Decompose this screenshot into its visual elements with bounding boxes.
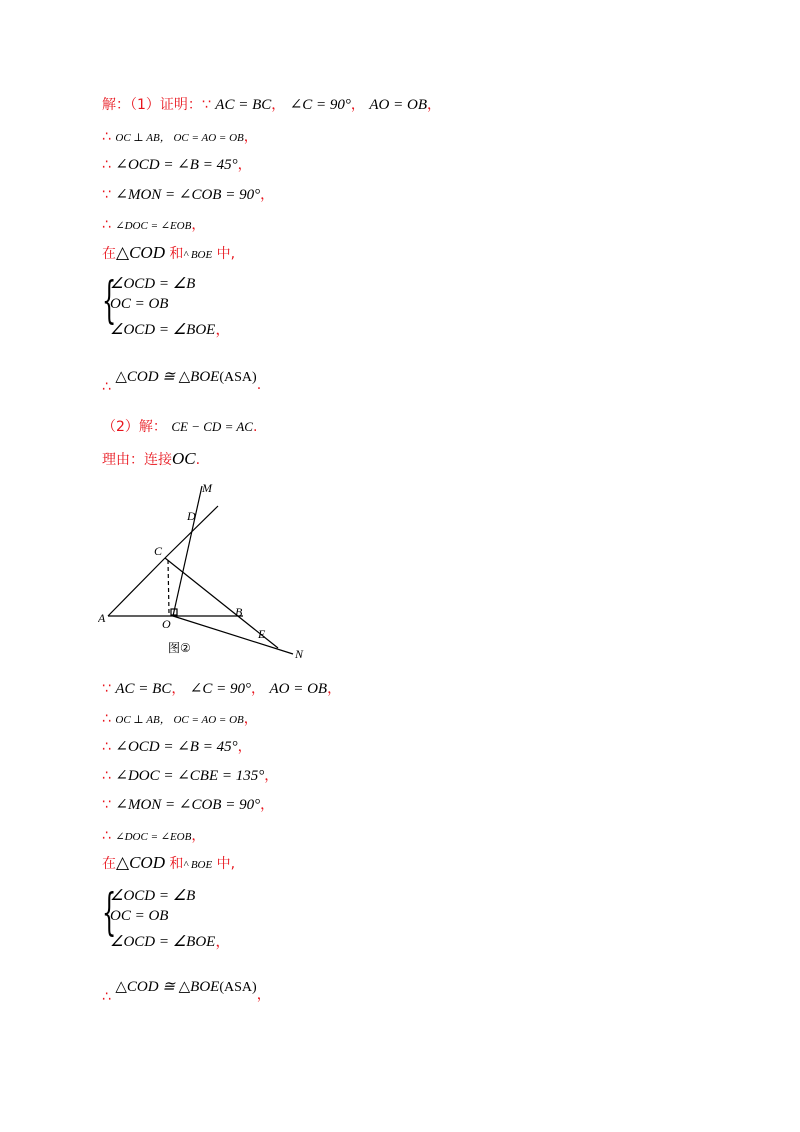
p2-line-7: ∵ ∠MON = ∠COB = 90°，: [102, 797, 275, 813]
math: △COD: [116, 853, 165, 872]
brace-icon: {: [102, 271, 117, 329]
p2-line-3: ∵ AC = BC， ∠C = 90°， AO = OB，: [102, 681, 342, 697]
label-n: N: [295, 647, 304, 661]
math: OC: [172, 449, 196, 468]
label-e: E: [258, 627, 266, 641]
math: AC = BC: [115, 681, 172, 697]
brace-icon: {: [102, 883, 117, 941]
therefore-symbol: ∴: [102, 768, 111, 784]
proof-label: 证明：: [159, 97, 202, 113]
part-number: （1）: [130, 97, 160, 113]
math: AC = BC: [215, 97, 272, 113]
because-symbol: ∵: [201, 97, 211, 113]
p1-line-3: ∴ ∠OCD = ∠B = 45°，: [102, 157, 252, 173]
p2-line-9: 在△COD 和^ BOE 中,: [102, 853, 236, 872]
label-c: C: [154, 544, 163, 558]
p2-line-4: ∴ OC ⊥ AB， OC = AO = OB，: [102, 711, 258, 727]
segment-ac: [108, 558, 165, 616]
math: ^ BOE: [183, 249, 213, 261]
p1-line-2: ∴ OC ⊥ AB， OC = AO = OB，: [102, 129, 258, 145]
p2-conclusion: ∴ △COD ≅ △BOE(ASA)，: [102, 979, 271, 1005]
math: ∠DOC = ∠EOB: [115, 831, 192, 843]
math: AO = OB: [269, 681, 328, 697]
math: ∠DOC = ∠EOB: [115, 220, 192, 232]
p2-line-8: ∴ ∠DOC = ∠EOB，: [102, 828, 206, 844]
p2-line-6: ∴ ∠DOC = ∠CBE = 135°，: [102, 768, 279, 784]
therefore-symbol: ∴: [102, 157, 111, 173]
solution-label: 解：: [102, 97, 130, 113]
part-number: （2）: [102, 419, 139, 435]
ray-om: [173, 486, 202, 616]
therefore-symbol: ∴: [102, 739, 111, 755]
segment-oc-dashed: [168, 560, 169, 614]
math: OC ⊥ AB， OC = AO = OB: [115, 714, 244, 726]
label-o: O: [162, 617, 171, 631]
math: ∠C = 90°: [189, 681, 251, 697]
p1-line-5: ∴ ∠DOC = ∠EOB，: [102, 217, 206, 233]
math: ∠OCD = ∠B = 45°: [115, 739, 238, 755]
therefore-symbol: ∴: [102, 828, 111, 844]
label-b: B: [235, 605, 243, 619]
math: △COD ≅ △BOE: [115, 369, 220, 385]
math: ∠MON = ∠COB = 90°: [115, 797, 261, 813]
p1-equation-system: { ∠OCD = ∠B OC = OB ∠OCD = ∠BOE，: [102, 271, 231, 338]
math: △COD ≅ △BOE: [115, 979, 220, 995]
p2-line-2: 理由：连接OC.: [102, 449, 201, 468]
therefore-symbol: ∴: [102, 711, 111, 727]
math: ∠OCD = ∠B = 45°: [115, 157, 238, 173]
math: ^ BOE: [183, 859, 213, 871]
p1-conclusion: ∴ △COD ≅ △BOE(ASA).: [102, 369, 262, 395]
label-m: M: [202, 481, 212, 495]
ray-on: [173, 616, 293, 654]
therefore-symbol: ∴: [102, 217, 111, 233]
geometry-figure: [98, 476, 318, 666]
math: ∠MON = ∠COB = 90°: [115, 187, 261, 203]
because-symbol: ∵: [102, 797, 111, 813]
therefore-symbol: ∴: [102, 129, 111, 145]
p2-equation-system: { ∠OCD = ∠B OC = OB ∠OCD = ∠BOE，: [102, 883, 231, 950]
therefore-symbol: ∴: [102, 379, 111, 395]
math: △COD: [116, 243, 165, 262]
label-d: D: [187, 509, 196, 523]
p2-line-1: （2）解： CE − CD = AC.: [102, 419, 258, 435]
therefore-symbol: ∴: [102, 989, 111, 1005]
math: ∠DOC = ∠CBE = 135°: [115, 768, 265, 784]
p1-line-1: 解：（1）证明：∵ AC = BC， ∠C = 90°， AO = OB，: [102, 97, 441, 113]
figure-caption: 图②: [168, 641, 191, 655]
label-a: A: [98, 611, 106, 625]
math: CE − CD = AC: [171, 419, 253, 434]
math: ∠C = 90°: [289, 97, 351, 113]
math: OC ⊥ AB， OC = AO = OB: [115, 132, 244, 144]
math: AO = OB: [369, 97, 427, 113]
because-symbol: ∵: [102, 681, 111, 697]
solution-label: 解：: [138, 419, 167, 435]
p2-line-5: ∴ ∠OCD = ∠B = 45°，: [102, 739, 252, 755]
because-symbol: ∵: [102, 187, 111, 203]
p1-line-6: 在△COD 和^ BOE 中,: [102, 243, 236, 262]
p1-line-4: ∵ ∠MON = ∠COB = 90°，: [102, 187, 275, 203]
